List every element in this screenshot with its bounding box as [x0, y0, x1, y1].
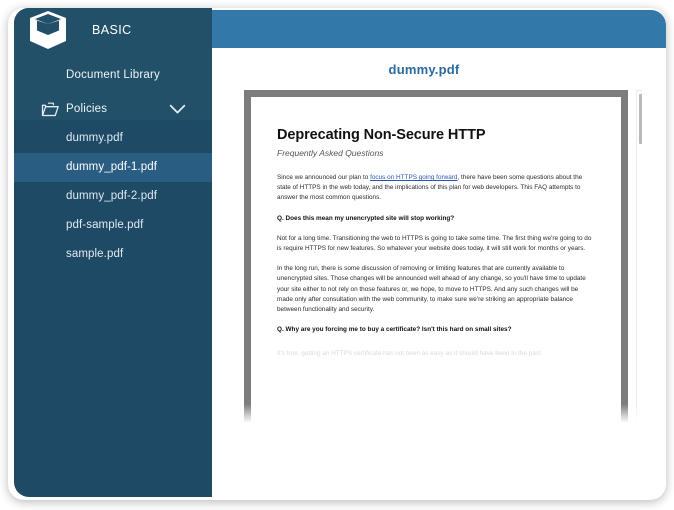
- sidebar-item-label: Document Library: [66, 69, 160, 81]
- folder-icon: [40, 99, 60, 119]
- list-item[interactable]: [14, 182, 212, 211]
- list-item[interactable]: [14, 211, 212, 240]
- sidebar-item-policies[interactable]: [14, 92, 212, 126]
- main-content: [212, 48, 666, 497]
- vertical-scrollbar[interactable]: [636, 90, 642, 430]
- sidebar-item-label: Policies: [66, 103, 108, 115]
- pdf-question-2: Q. Why are you forcing me to buy a certificate? Isn't this hard on small sites?: [277, 326, 512, 334]
- pdf-answer-2: In the long run, there is some discussion of removing or limiting features that are currently available to unencrypted sites. Those changes will be announced well ahead of any change, so you'll have time to update your site either to not rely on those features or, we hope, to move to HTTPS. And any such changes will be made only after consultation with the web community, to make sure we're striking an appropriate balance between functionality and security.: [277, 265, 586, 314]
- pdf-page: [251, 97, 621, 430]
- scroll-thumb[interactable]: [639, 94, 642, 144]
- box-cube-icon: [24, 8, 72, 55]
- pdf-answer-1: Not for a long time. Transitioning the web to HTTPS is going to take some time. The first thing we're going to do is require HTTPS for new features. So whatever your website does today, it will still work for months or years.: [277, 234, 592, 253]
- pdf-subheading: Frequently Asked Questions: [277, 148, 384, 158]
- brand: [14, 8, 212, 52]
- list-item[interactable]: [14, 124, 212, 153]
- file-name: pdf-sample.pdf: [66, 219, 144, 231]
- pdf-intro-paragraph: [277, 173, 595, 204]
- pdf-inline-link[interactable]: focus on HTTPS going forward: [370, 174, 458, 181]
- pdf-question-1: Q. Does this mean my unencrypted site will stop working?: [277, 214, 455, 222]
- pdf-page-frame: [244, 90, 628, 430]
- pdf-intro-text-after: , there have been some questions about the state of HTTPS in the web today, and the implications of this plan for web developers. This FAQ attempts to answer the most common questions.: [277, 174, 583, 202]
- list-item[interactable]: [14, 240, 212, 269]
- file-list: [14, 124, 212, 269]
- file-name: sample.pdf: [66, 248, 124, 260]
- pdf-answer-3-partial: It's true, getting an HTTPS certificate has not been as easy as it should have been in the past.: [277, 350, 543, 358]
- sidebar: [14, 8, 212, 497]
- chevron-down-icon[interactable]: [168, 103, 186, 115]
- sidebar-item-document-library[interactable]: [14, 58, 212, 92]
- file-name: dummy_pdf-2.pdf: [66, 190, 157, 202]
- application-window: [8, 8, 666, 500]
- brand-title: BASIC: [92, 23, 132, 37]
- pdf-intro-text-before: Since we announced our plan to: [277, 174, 371, 181]
- pdf-viewer: [238, 90, 642, 430]
- file-name: dummy.pdf: [66, 132, 123, 144]
- pdf-heading: Deprecating Non-Secure HTTP: [277, 127, 486, 143]
- list-item[interactable]: [14, 153, 212, 182]
- page-title: dummy.pdf: [388, 62, 460, 77]
- header-bar: [212, 10, 666, 48]
- file-name: dummy_pdf-1.pdf: [66, 161, 157, 173]
